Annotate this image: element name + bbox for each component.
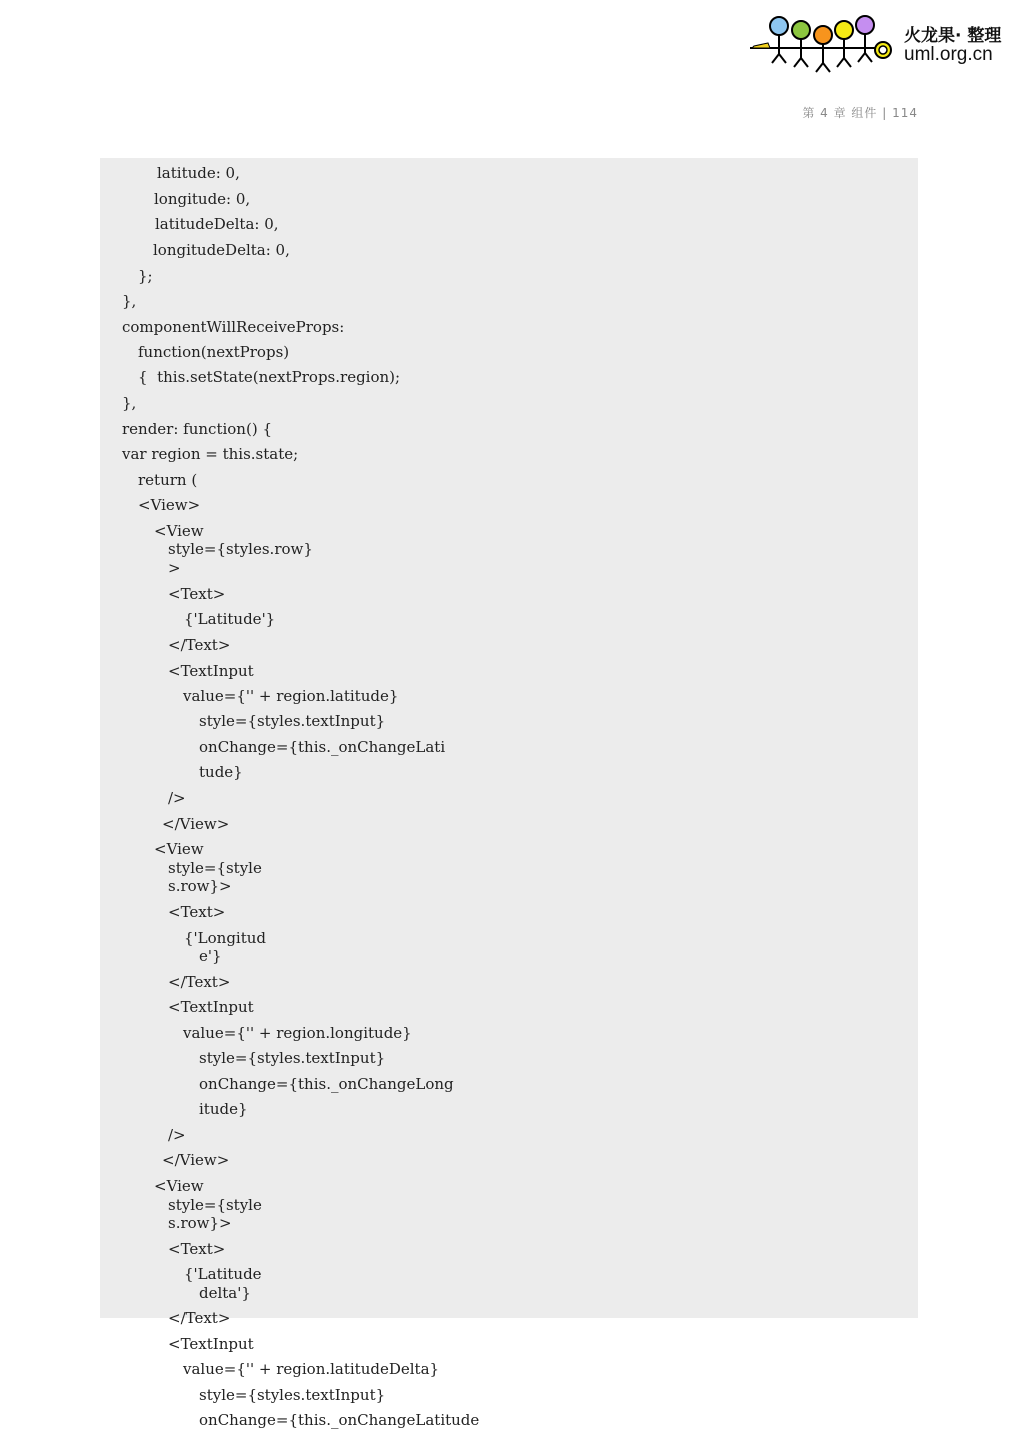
code-line: onChange={this._onChangeLati (199, 738, 446, 756)
code-line: render: function() { (122, 420, 272, 438)
code-line: { this.setState(nextProps.region); (138, 368, 401, 386)
code-line: latitudeDelta: 0, (155, 215, 279, 233)
code-line: s.row}> (168, 1214, 232, 1232)
code-line: <View (154, 840, 204, 858)
code-line: /> (168, 789, 186, 807)
code-line: tude} (199, 763, 243, 781)
code-line: longitude: 0, (154, 190, 251, 208)
code-line: var region = this.state; (122, 445, 299, 463)
code-line: style={styles.textInput} (199, 712, 386, 730)
code-line: </View> (162, 1151, 230, 1169)
code-line: </Text> (168, 1309, 231, 1327)
code-line: /> (168, 1126, 186, 1144)
code-line: style={style (168, 1196, 262, 1214)
code-line: {'Latitude'} (184, 610, 276, 628)
code-line: > (168, 559, 181, 577)
logo-text-line1: 火龙果· 整理 (904, 26, 1002, 46)
running-head: 第 4 章 组件 | 114 (802, 106, 918, 120)
code-line: </View> (162, 815, 230, 833)
code-line: <Text> (168, 1240, 226, 1258)
code-line: <Text> (168, 903, 226, 921)
code-line: <Text> (168, 585, 226, 603)
code-line: }; (138, 267, 153, 285)
code-line: <View (154, 1177, 204, 1195)
code-line: <TextInput (168, 1335, 254, 1353)
stick-figures-logo-icon (748, 8, 898, 78)
logo (748, 8, 1010, 78)
code-line: <View (154, 522, 204, 540)
code-line: style={styles.row} (168, 540, 313, 558)
code-line: value={'' + region.latitude} (183, 687, 399, 705)
code-line: delta'} (199, 1284, 251, 1302)
code-line: latitude: 0, (157, 164, 240, 182)
code-line: }, (122, 292, 137, 310)
code-line: s.row}> (168, 877, 232, 895)
code-line: }, (122, 394, 137, 412)
code-line: componentWillReceiveProps: (122, 318, 345, 336)
code-line: value={'' + region.latitudeDelta} (183, 1360, 440, 1378)
code-line: style={style (168, 859, 262, 877)
code-line: longitudeDelta: 0, (153, 241, 290, 259)
logo-text-line2: uml.org.cn (904, 44, 993, 65)
code-line: {'Longitud (184, 929, 267, 947)
code-line: onChange={this._onChangeLatitude (199, 1411, 480, 1429)
code-line: style={styles.textInput} (199, 1049, 386, 1067)
code-line: {'Latitude (184, 1265, 262, 1283)
code-line: style={styles.textInput} (199, 1386, 386, 1404)
code-line: return ( (138, 471, 198, 489)
code-line: onChange={this._onChangeLong (199, 1075, 454, 1093)
code-line: <View> (138, 496, 201, 514)
code-line: itude} (199, 1100, 248, 1118)
code-line: </Text> (168, 973, 231, 991)
code-line: <TextInput (168, 662, 254, 680)
code-line: e'} (199, 947, 222, 965)
code-line: value={'' + region.longitude} (183, 1024, 412, 1042)
code-line: </Text> (168, 636, 231, 654)
code-line: function(nextProps) (138, 343, 290, 361)
code-line: <TextInput (168, 998, 254, 1016)
